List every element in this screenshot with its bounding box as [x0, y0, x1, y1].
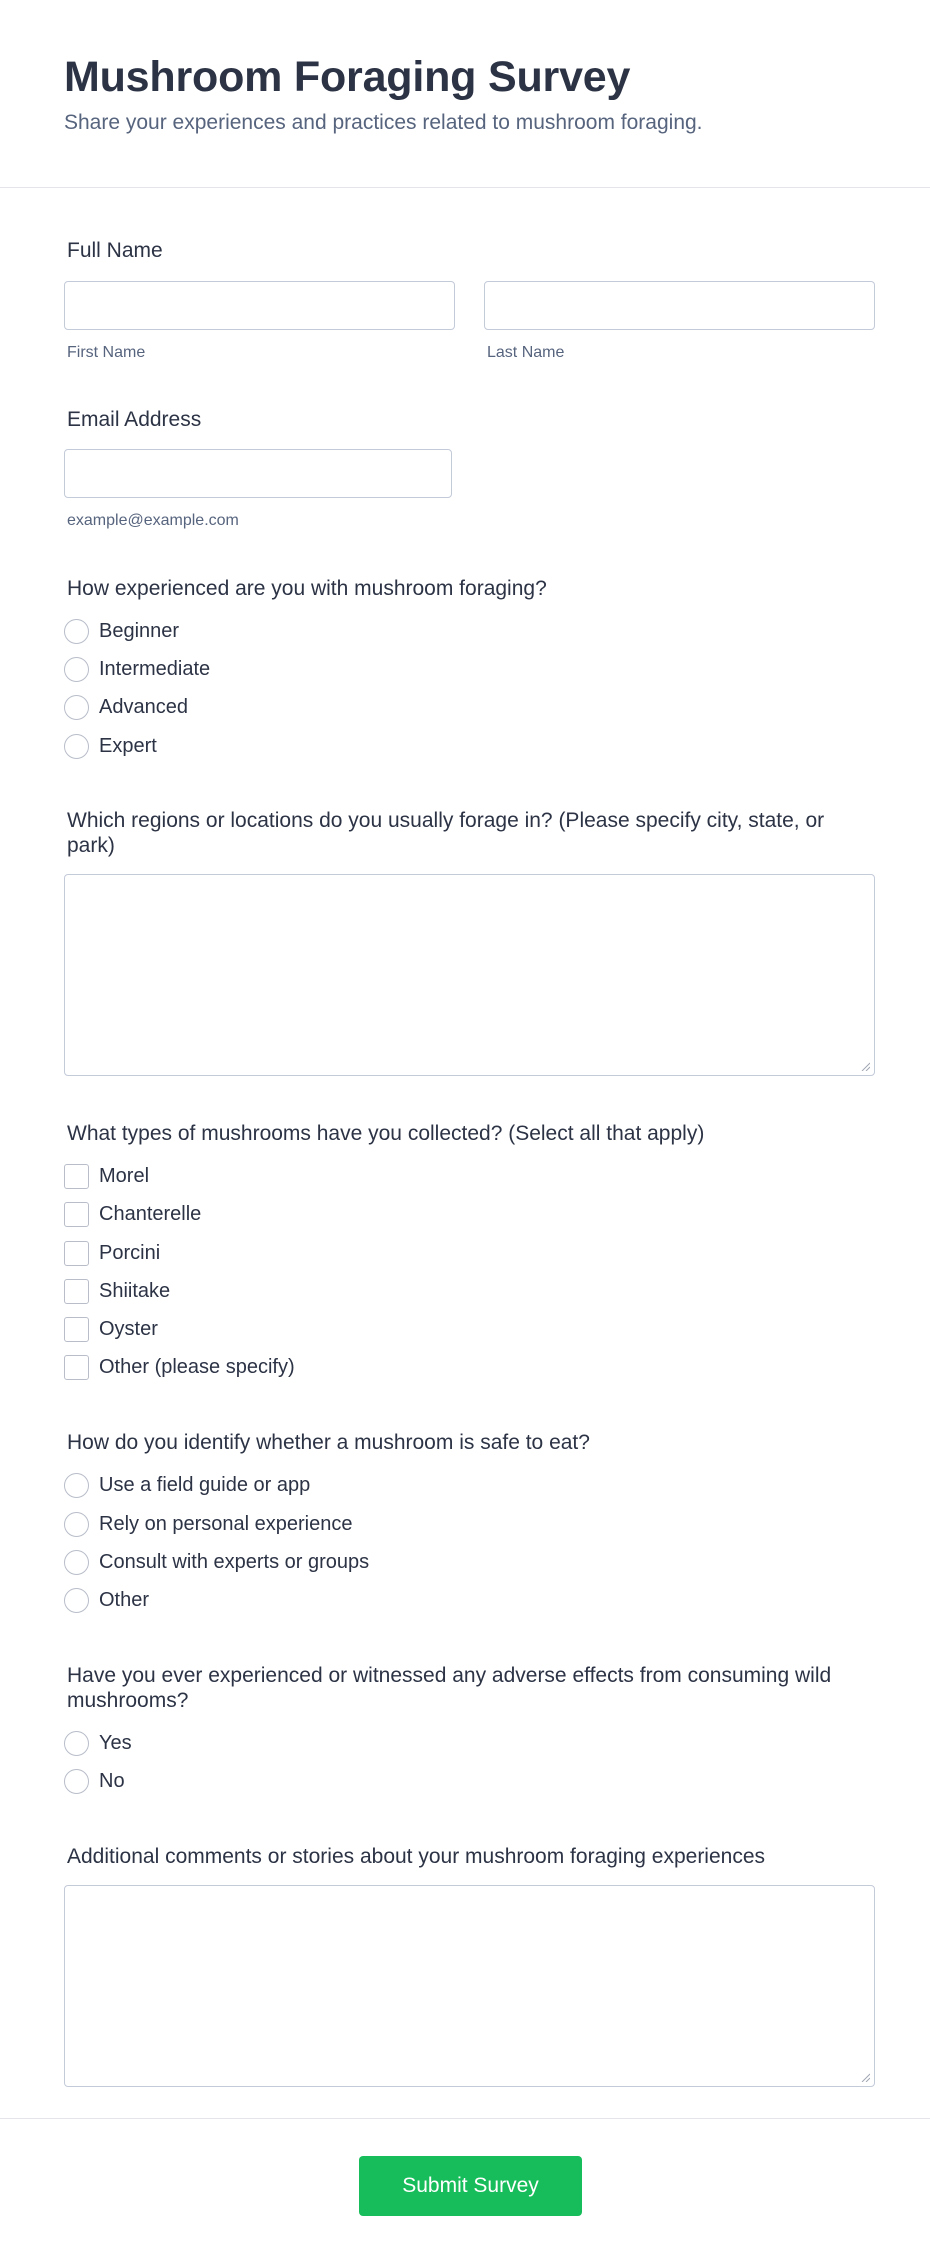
full-name-label: Full Name — [67, 239, 163, 262]
radio-button[interactable] — [64, 1769, 89, 1794]
regions-textarea[interactable] — [64, 874, 875, 1076]
checkbox[interactable] — [64, 1202, 89, 1227]
first-name-sublabel: First Name — [67, 344, 146, 361]
radio-button[interactable] — [64, 734, 89, 759]
checkbox[interactable] — [64, 1164, 89, 1189]
resize-grip-icon[interactable] — [860, 1061, 870, 1071]
radio-button[interactable] — [64, 1550, 89, 1575]
checkbox[interactable] — [64, 1355, 89, 1380]
radio-button[interactable] — [64, 619, 89, 644]
type-option-oyster[interactable]: Oyster — [64, 1315, 158, 1343]
radio-button[interactable] — [64, 695, 89, 720]
resize-grip-icon[interactable] — [860, 2072, 870, 2082]
identify-option-other[interactable]: Other — [64, 1586, 149, 1614]
page-title: Mushroom Foraging Survey — [64, 53, 631, 101]
form-header — [0, 0, 930, 188]
experience-option-intermediate[interactable]: Intermediate — [64, 655, 210, 683]
adverse-question: Have you ever experienced or witnessed any adverse effects from consuming wild mushrooms? — [67, 1664, 832, 1712]
submit-survey-button[interactable]: Submit Survey — [359, 2156, 582, 2216]
identify-question: How do you identify whether a mushroom is safe to eat? — [67, 1431, 590, 1454]
checkbox[interactable] — [64, 1317, 89, 1342]
first-name-input[interactable] — [64, 281, 455, 330]
type-option-other[interactable]: Other (please specify) — [64, 1353, 295, 1381]
radio-button[interactable] — [64, 1731, 89, 1756]
type-option-shiitake[interactable]: Shiitake — [64, 1277, 170, 1305]
radio-button[interactable] — [64, 657, 89, 682]
email-label: Email Address — [67, 408, 202, 431]
radio-button[interactable] — [64, 1473, 89, 1498]
adverse-option-no[interactable]: No — [64, 1767, 125, 1795]
last-name-sublabel: Last Name — [487, 344, 565, 361]
radio-button[interactable] — [64, 1512, 89, 1537]
experience-question: How experienced are you with mushroom foraging? — [67, 577, 547, 600]
email-sublabel: example@example.com — [67, 512, 239, 529]
comments-textarea[interactable] — [64, 1885, 875, 2087]
last-name-input[interactable] — [484, 281, 875, 330]
experience-option-advanced[interactable]: Advanced — [64, 693, 188, 721]
identify-option-experience[interactable]: Rely on personal experience — [64, 1510, 353, 1538]
adverse-option-yes[interactable]: Yes — [64, 1729, 132, 1757]
regions-question: Which regions or locations do you usually forage in? (Please specify city, state, or park) — [67, 809, 825, 857]
checkbox[interactable] — [64, 1279, 89, 1304]
comments-question: Additional comments or stories about your mushroom foraging experiences — [67, 1845, 766, 1868]
identify-option-experts[interactable]: Consult with experts or groups — [64, 1548, 369, 1576]
identify-option-guide[interactable]: Use a field guide or app — [64, 1471, 310, 1499]
radio-button[interactable] — [64, 1588, 89, 1613]
experience-option-beginner[interactable]: Beginner — [64, 617, 179, 645]
email-input[interactable] — [64, 449, 452, 498]
page-subtitle: Share your experiences and practices related to mushroom foraging. — [64, 111, 703, 134]
type-option-chanterelle[interactable]: Chanterelle — [64, 1200, 201, 1228]
type-option-morel[interactable]: Morel — [64, 1162, 149, 1190]
type-option-porcini[interactable]: Porcini — [64, 1239, 160, 1267]
form-footer — [0, 2118, 930, 2263]
checkbox[interactable] — [64, 1241, 89, 1266]
experience-option-expert[interactable]: Expert — [64, 732, 157, 760]
types-question: What types of mushrooms have you collected? (Select all that apply) — [67, 1122, 705, 1145]
